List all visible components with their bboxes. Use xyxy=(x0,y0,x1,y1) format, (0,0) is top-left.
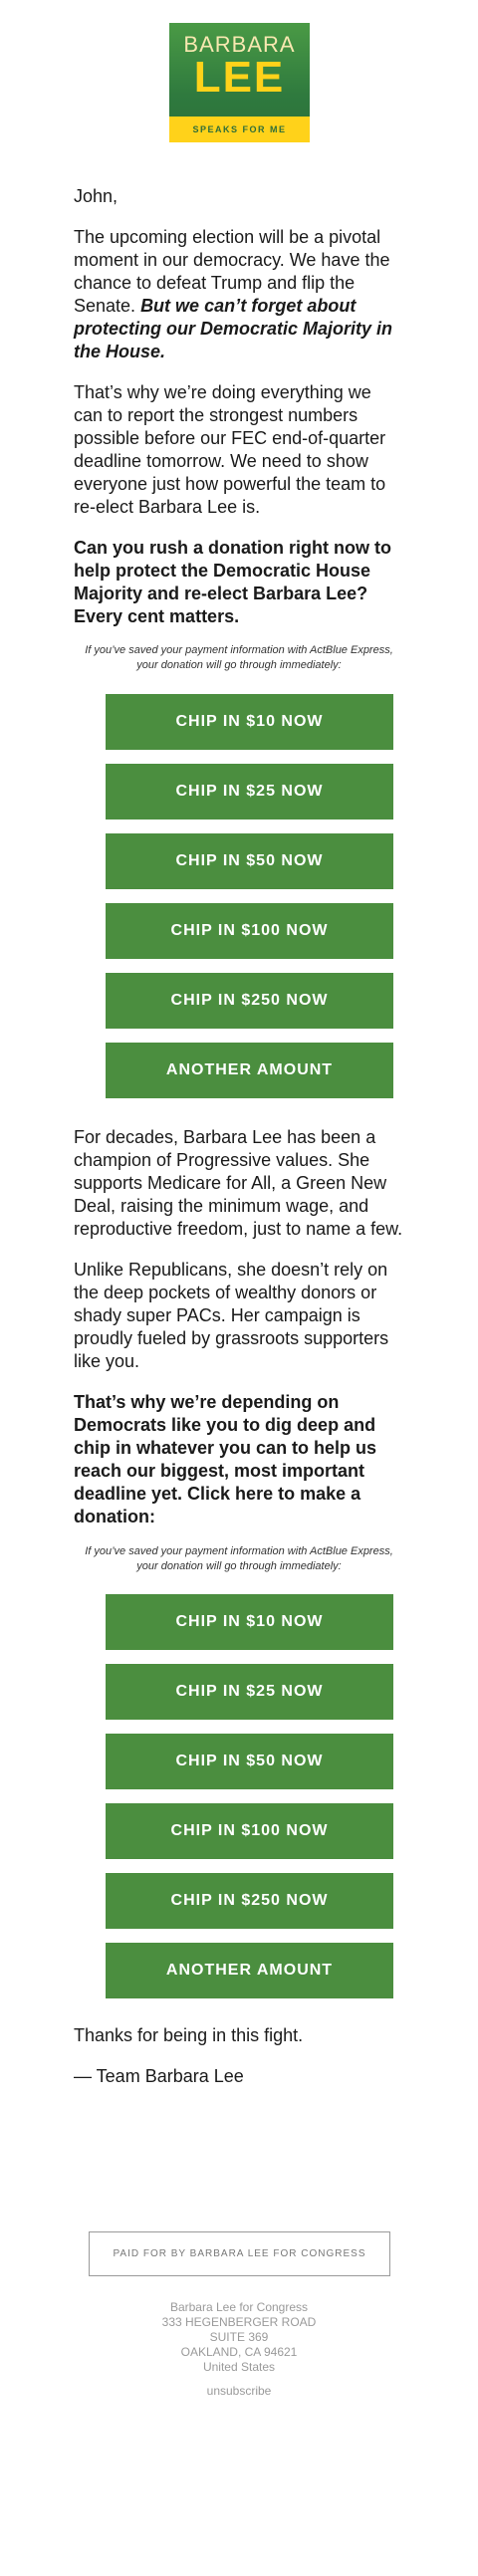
footer-street: 333 HEGENBERGER ROAD xyxy=(161,2315,317,2329)
fec-paragraph: That’s why we’re doing everything we can to report the strongest numbers possible before our FEC end-of-quarter deadline tomorrow. We need to show everyone just how powerful the team to re-elect Barbara Lee is. xyxy=(74,382,386,517)
chip-in-100-button[interactable]: CHIP IN $100 NOW xyxy=(106,1803,393,1859)
footer-org: Barbara Lee for Congress xyxy=(169,2300,309,2314)
values-paragraph: For decades, Barbara Lee has been a champion of Progressive values. She supports Medicare for All, a Green New Deal, raising the minimum wage, and reproductive freedom, just to name a few. xyxy=(74,1127,403,1239)
intro-emphasis: But we can’t forget about protecting our Democratic Majority in the House. xyxy=(74,296,393,361)
grassroots-paragraph: Unlike Republicans, she doesn’t rely on the deep pockets of wealthy donors or shady super PACs. Her campaign is proudly fueled by grassroots supporters like you. xyxy=(74,1260,389,1371)
paid-for-disclaimer: PAID FOR BY BARBARA LEE FOR CONGRESS xyxy=(89,2231,390,2276)
chip-in-50-button[interactable]: CHIP IN $50 NOW xyxy=(106,833,393,889)
intro-text: The upcoming election will be a pivotal moment in our democracy. We have the chance to defeat Trump and flip the Senate. xyxy=(74,227,390,316)
actblue-note-1: If you’ve saved your payment information with ActBlue Express, your donation will go through immediately: xyxy=(85,644,393,671)
logo-last-name: LEE xyxy=(193,53,286,102)
footer-suite: SUITE 369 xyxy=(209,2330,269,2344)
unsubscribe-link[interactable]: unsubscribe xyxy=(206,2384,272,2398)
another-amount-button[interactable]: ANOTHER AMOUNT xyxy=(106,1943,393,1998)
chip-in-25-button[interactable]: CHIP IN $25 NOW xyxy=(106,764,393,820)
chip-in-10-button[interactable]: CHIP IN $10 NOW xyxy=(106,1594,393,1650)
chip-in-100-button[interactable]: CHIP IN $100 NOW xyxy=(106,903,393,959)
chip-in-250-button[interactable]: CHIP IN $250 NOW xyxy=(106,973,393,1029)
closing-signature: — Team Barbara Lee xyxy=(74,2066,244,2086)
chip-in-10-button[interactable]: CHIP IN $10 NOW xyxy=(106,694,393,750)
footer-city: OAKLAND, CA 94621 xyxy=(180,2345,298,2359)
chip-in-250-button[interactable]: CHIP IN $250 NOW xyxy=(106,1873,393,1929)
intro-paragraph xyxy=(74,226,404,363)
closing-thanks: Thanks for being in this fight. xyxy=(74,2025,304,2045)
logo-tagline: SPEAKS FOR ME xyxy=(169,117,310,142)
chip-in-25-button[interactable]: CHIP IN $25 NOW xyxy=(106,1664,393,1720)
logo-first-name: BARBARA xyxy=(183,32,296,57)
barbara-lee-logo xyxy=(169,23,310,142)
footer-country: United States xyxy=(202,2360,276,2374)
actblue-note-2: If you’ve saved your payment information with ActBlue Express, your donation will go through immediately: xyxy=(85,1545,393,1572)
greeting: John, xyxy=(74,186,119,206)
another-amount-button[interactable]: ANOTHER AMOUNT xyxy=(106,1043,393,1098)
donation-ask-1: Can you rush a donation right now to help protect the Democratic House Majority and re-elect Barbara Lee? Every cent matters. xyxy=(74,538,391,626)
chip-in-50-button[interactable]: CHIP IN $50 NOW xyxy=(106,1734,393,1789)
donation-ask-2[interactable]: That’s why we’re depending on Democrats like you to dig deep and chip in whatever you can to help us reach our biggest, most important deadline yet. Click here to make a donation: xyxy=(74,1392,377,1526)
